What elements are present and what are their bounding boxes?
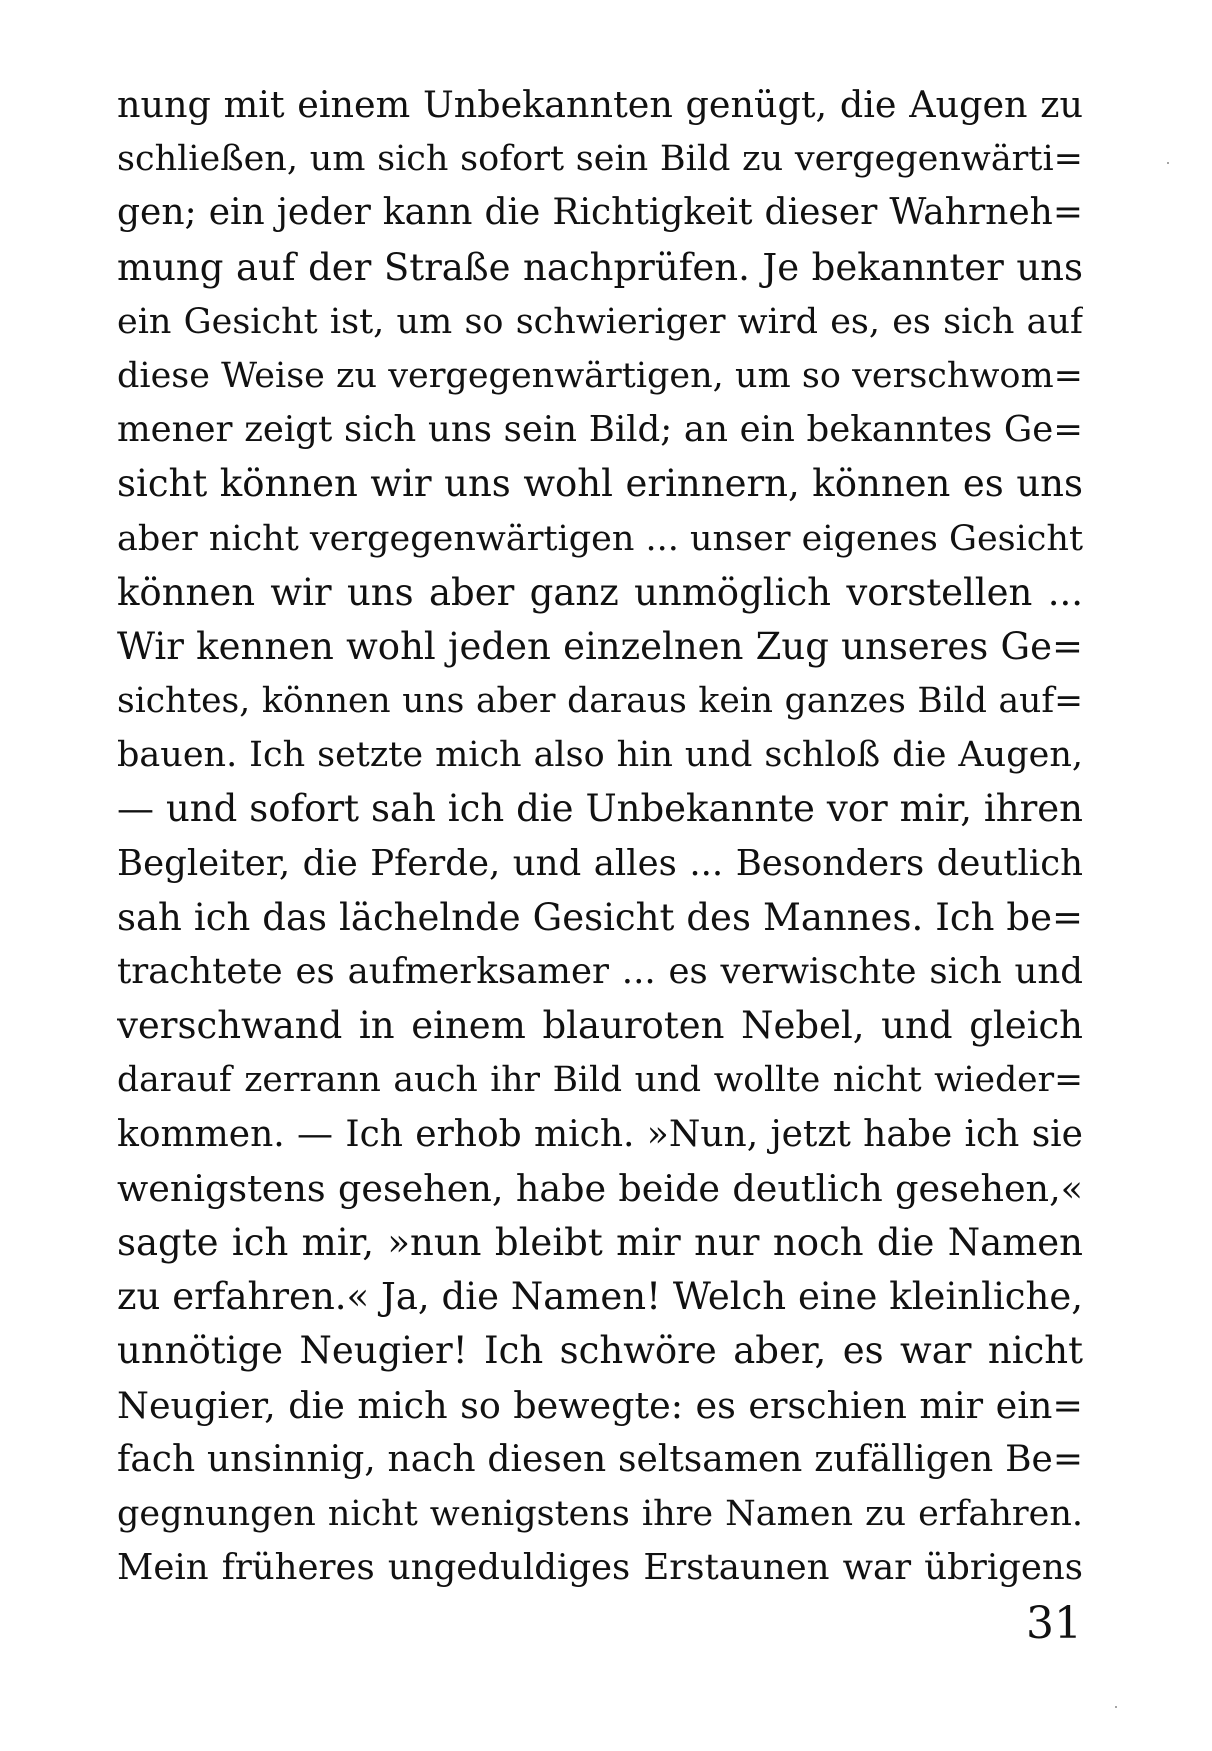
text-line: sagte ich mir, »nun bleibt mir nur noch die Namen (117, 1220, 1083, 1264)
text-line: darauf zerrann auch ihr Bild und wollte nicht wieder= (117, 1060, 1083, 1101)
text-line: fach unsinnig, nach diesen seltsamen zufälligen Be= (117, 1438, 1083, 1480)
text-line: aber nicht vergegenwärtigen ... unser eigenes Gesicht (117, 518, 1083, 559)
scan-speck (1167, 162, 1169, 164)
page-number: 31 (1026, 1598, 1082, 1649)
text-line: gen; ein jeder kann die Richtigkeit dieser Wahrneh= (117, 192, 1083, 234)
text-line: trachtete es aufmerksamer ... es verwischte sich und (117, 951, 1083, 992)
body-text (117, 78, 1083, 1595)
text-line: können wir uns aber ganz unmöglich vorstellen ... (117, 570, 1083, 614)
text-line: zu erfahren.« Ja, die Namen! Welch eine kleinliche, (117, 1275, 1083, 1319)
text-line: unnötige Neugier! Ich schwöre aber, es war nicht (117, 1329, 1083, 1373)
text-line: Mein früheres ungeduldiges Erstaunen war übrigens (117, 1547, 1083, 1589)
text-line: mener zeigt sich uns sein Bild; an ein bekanntes Ge= (117, 409, 1083, 451)
text-line: Wir kennen wohl jeden einzelnen Zug unseres Ge= (117, 624, 1083, 668)
text-line: wenigstens gesehen, habe beide deutlich gesehen,« (117, 1166, 1083, 1210)
text-line: bauen. Ich setzte mich also hin und schloß die Augen, (117, 735, 1083, 776)
scan-speck (1115, 1706, 1117, 1708)
text-line: diese Weise zu vergegenwärtigen, um so verschwom= (117, 355, 1083, 396)
text-line: kommen. — Ich erhob mich. »Nun, jetzt habe ich sie (117, 1113, 1083, 1155)
text-line: mung auf der Straße nachprüfen. Je bekannter uns (117, 245, 1083, 289)
text-line: sicht können wir uns wohl erinnern, können es uns (117, 462, 1083, 506)
text-line: sichtes, können uns aber daraus kein ganzes Bild auf= (117, 681, 1083, 722)
text-line: verschwand in einem blauroten Nebel, und gleich (117, 1004, 1083, 1048)
text-line: sah ich das lächelnde Gesicht des Mannes. Ich be= (117, 895, 1083, 939)
text-line: schließen, um sich sofort sein Bild zu vergegenwärti= (117, 139, 1083, 180)
text-line: nung mit einem Unbekannten genügt, die Augen zu (117, 83, 1083, 126)
text-line: ein Gesicht ist, um so schwieriger wird es, es sich auf (117, 301, 1083, 342)
text-line: Neugier, die mich so bewegte: es erschien mir ein= (117, 1383, 1083, 1427)
text-line: — und sofort sah ich die Unbekannte vor mir, ihren (117, 787, 1083, 831)
text-line: gegnungen nicht wenigstens ihre Namen zu erfahren. (117, 1493, 1083, 1534)
text-line: Begleiter, die Pferde, und alles ... Besonders deutlich (117, 842, 1083, 884)
